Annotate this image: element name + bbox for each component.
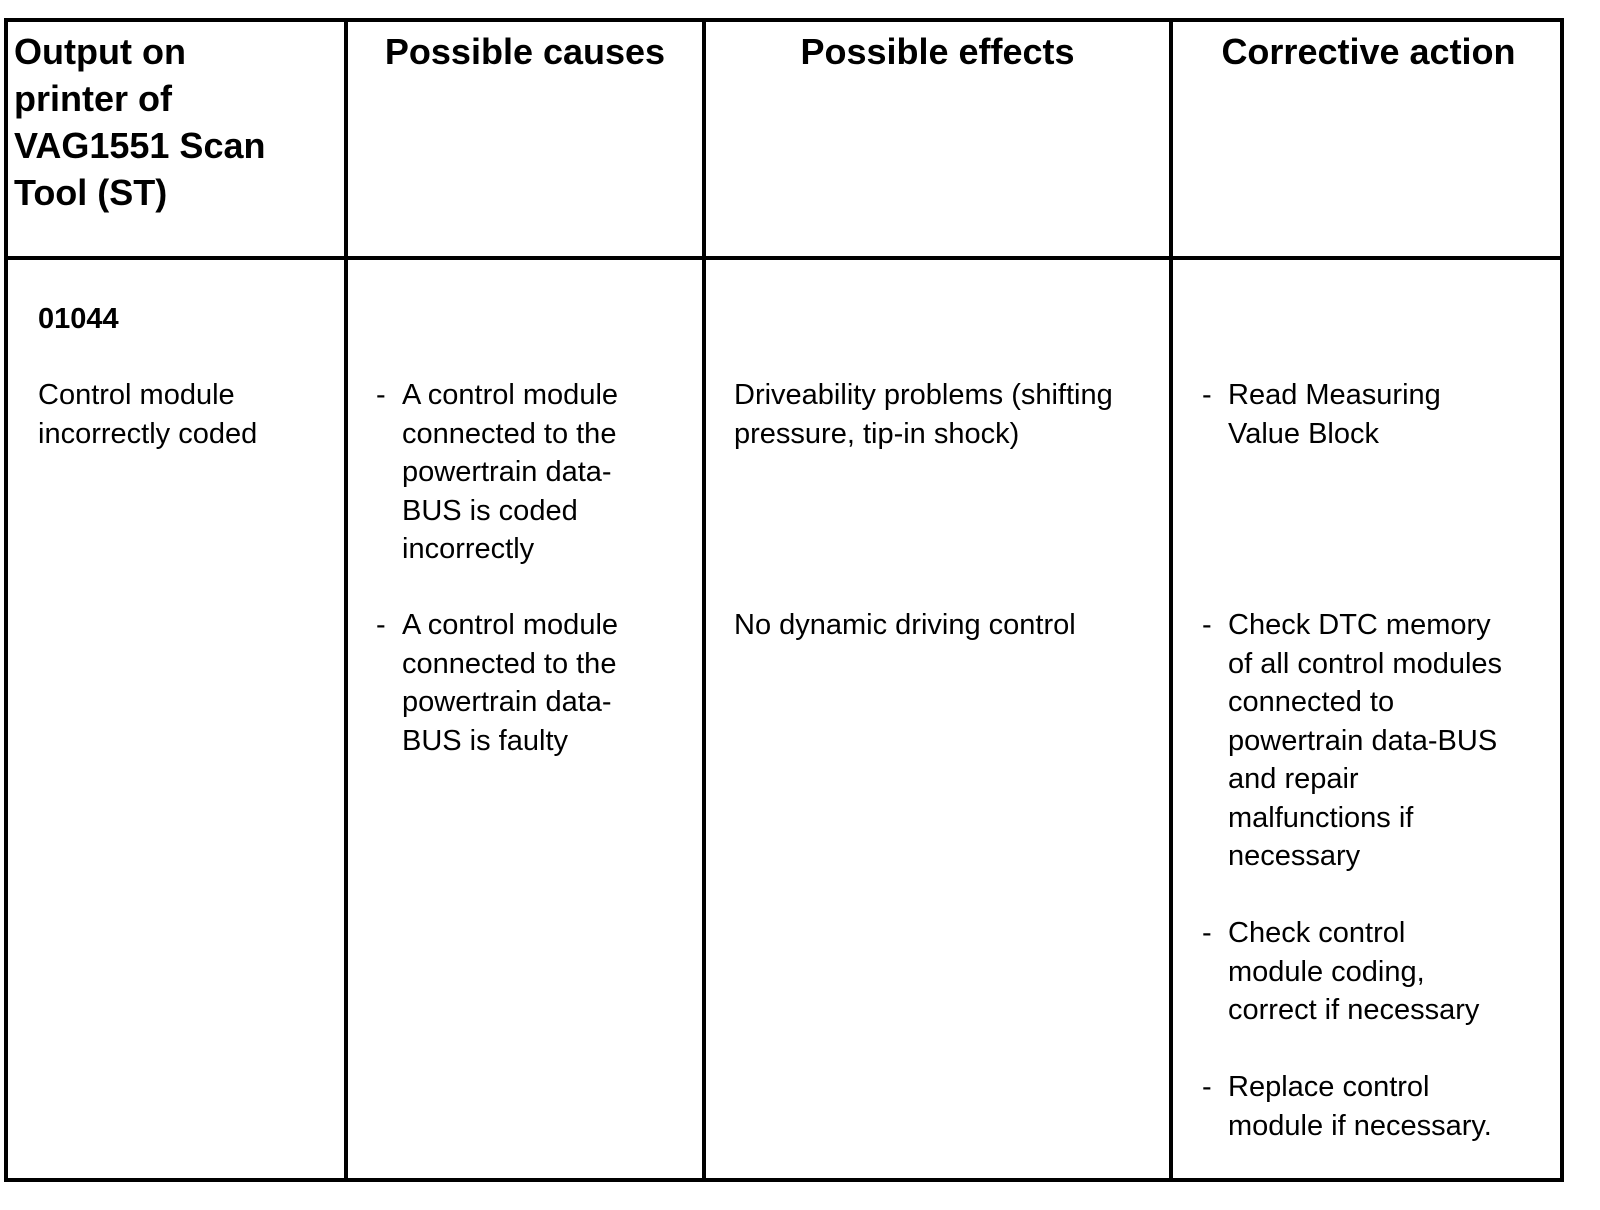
column-divider xyxy=(1169,22,1173,1178)
column-divider xyxy=(702,22,706,1178)
fault-description: Control module incorrectly coded xyxy=(38,379,258,450)
action-text: Check control module coding, correct if necessary xyxy=(1228,917,1480,1026)
bullet-dash: - xyxy=(376,379,386,411)
header-output: Output on printer of VAG1551 Scan Tool (ST) xyxy=(14,31,266,213)
cause-text: A control module connected to the powertrain data- BUS is faulty xyxy=(402,609,619,757)
fault-code: 01044 xyxy=(38,303,119,335)
effect-item: Driveability problems (shifting pressure, tip-in shock) xyxy=(734,379,1113,450)
bullet-dash: - xyxy=(1202,917,1212,949)
bullet-dash: - xyxy=(1202,379,1212,411)
header-possible-causes: Possible causes xyxy=(384,31,666,72)
action-text: Replace control module if necessary. xyxy=(1228,1071,1492,1142)
bullet-dash: - xyxy=(1202,1071,1212,1103)
column-divider xyxy=(344,22,348,1178)
header-possible-effects: Possible effects xyxy=(800,31,1075,72)
action-text: Read Measuring Value Block xyxy=(1228,379,1441,450)
bullet-dash: - xyxy=(1202,609,1212,641)
bullet-dash: - xyxy=(376,609,386,641)
header-corrective-action: Corrective action xyxy=(1221,31,1516,72)
action-text: Check DTC memory of all control modules connected to powertrain data-BUS and repair malfunctions if necessary xyxy=(1228,609,1503,872)
cause-text: A control module connected to the powertrain data- BUS is coded incorrectly xyxy=(402,379,619,565)
effect-item: No dynamic driving control xyxy=(734,609,1076,641)
header-divider xyxy=(8,256,1560,260)
diagnostic-table xyxy=(4,18,1564,1182)
